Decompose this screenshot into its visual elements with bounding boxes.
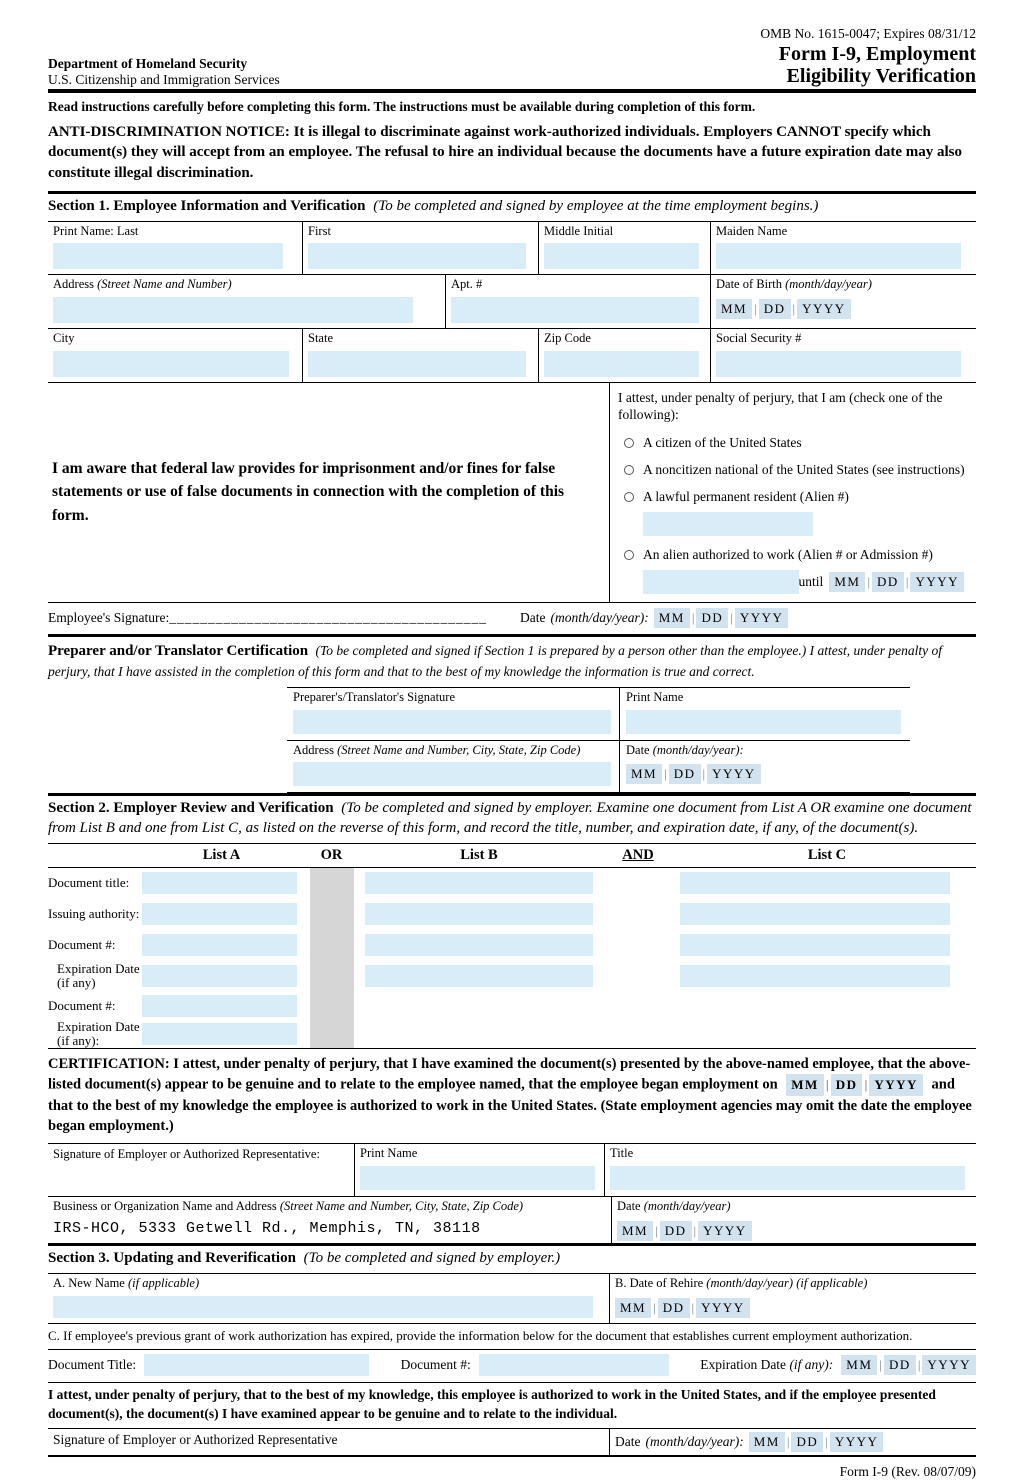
document-table-header: [48, 845, 976, 868]
rehire-row: [48, 1274, 976, 1324]
alien-authorized-option-label: An alien authorized to work (Alien # or Admission #): [643, 546, 933, 562]
lista-expiration-date-input[interactable]: [142, 965, 297, 987]
date-segment[interactable]: DD: [759, 299, 791, 319]
certification-block: [48, 1048, 976, 1143]
date-separator: |: [691, 1299, 695, 1315]
date-separator: |: [864, 1077, 868, 1093]
date-segment[interactable]: DD: [831, 1074, 863, 1096]
date-segment[interactable]: DD: [658, 1298, 690, 1318]
alien-authorized-detail-row: [618, 563, 970, 594]
s3-expiration-label: Expiration Date (if any):: [700, 1357, 834, 1373]
preparer-signature-input[interactable]: [293, 710, 611, 734]
address-input[interactable]: [53, 297, 413, 323]
form-title-block: [760, 26, 976, 88]
preparer-address-label: Address (Street Name and Number, City, State, Zip Code): [293, 742, 581, 757]
section3-subtitle: (To be completed and signed by employer.): [303, 1250, 561, 1267]
employer-signature-label: Signature of Employer or Authorized Representative:: [53, 1147, 320, 1162]
or-column-strip: [310, 1020, 354, 1049]
noncitizen-national-option-label: A noncitizen national of the United States (see instructions): [643, 461, 965, 477]
or-header: OR: [320, 846, 343, 863]
new-name-label: A. New Name (if applicable): [53, 1276, 200, 1291]
document2-number-label: Document #:: [48, 997, 116, 1013]
until-label: until: [798, 574, 824, 590]
preparer-date-input[interactable]: [626, 764, 761, 784]
and-header: AND: [622, 846, 654, 863]
preparer-date-label: Date (month/day/year):: [626, 742, 744, 757]
document-table: [48, 844, 976, 1049]
list-b-header: List B: [460, 846, 498, 863]
employee-date-label: Date: [520, 609, 546, 625]
employee-signature-date-input[interactable]: [654, 608, 789, 628]
expiration-date-row: [48, 961, 976, 992]
work-until-group: [799, 572, 970, 592]
section3-signature-label: Signature of Employer or Authorized Representative: [53, 1431, 338, 1447]
form-header: [48, 26, 976, 93]
lista-document2-expiration-input[interactable]: [142, 1023, 297, 1045]
lista-document-number-input[interactable]: [142, 934, 297, 956]
preparer-print-name-label: Print Name: [626, 689, 684, 704]
date-segment[interactable]: MM: [617, 1221, 653, 1241]
lawful-permanent-resident-radio[interactable]: [624, 492, 634, 502]
name-fields-row: [48, 222, 976, 276]
issuing-authority-row: [48, 899, 976, 930]
date-separator: |: [825, 1077, 829, 1093]
section1-subtitle: (To be completed and signed by employee at the time employment begins.): [373, 197, 819, 214]
preparer-row-2: [287, 741, 910, 794]
first-name-field: [302, 222, 538, 275]
read-instructions-note: Read instructions carefully before completing this form. The instructions must be available during completion of this form.: [48, 98, 756, 114]
preparer-title: Preparer and/or Translator Certification: [48, 642, 309, 659]
date-separator: |: [664, 766, 667, 782]
rehire-date-input[interactable]: [615, 1298, 750, 1318]
document2-number-row: [48, 992, 976, 1020]
list-c-header: List C: [807, 846, 847, 863]
employee-date-format-label: (month/day/year):: [550, 609, 649, 625]
preparer-row-1: [287, 688, 910, 741]
section3-header: [48, 1243, 976, 1274]
date-separator: |: [917, 1357, 921, 1373]
omb-number: OMB No. 1615-0047; Expires 08/31/12: [760, 26, 976, 41]
employer-date-field: [612, 1197, 976, 1243]
last-name-input[interactable]: [53, 243, 283, 269]
section3-date-input[interactable]: [749, 1432, 884, 1452]
section3-attestation: I attest, under penalty of perjury, that to the best of my knowledge, this employee is authorized to work in the United States, and if the employee presented document(s), the document(s) I have examined appear to be genuine and to relate to the individual.: [48, 1383, 976, 1429]
apt-label: Apt. #: [451, 277, 483, 292]
ssn-label: Social Security #: [716, 330, 802, 345]
admission-number-input[interactable]: [643, 570, 799, 594]
employee-signature-field: [48, 610, 520, 626]
section3-date-format-label: (month/day/year):: [645, 1433, 744, 1449]
listc-document-number-input[interactable]: [680, 934, 950, 956]
date-segment[interactable]: MM: [615, 1298, 651, 1318]
zip-input[interactable]: [544, 351, 699, 377]
date-segment[interactable]: YYYY: [698, 1221, 752, 1241]
date-separator: |: [905, 574, 909, 590]
preparer-print-name-field: [620, 688, 910, 740]
s3-expiration-date-input[interactable]: [841, 1355, 976, 1375]
zip-field: [538, 329, 710, 382]
employee-signature-label: Employee's Signature:: [48, 609, 170, 625]
lista-document-title-input[interactable]: [142, 872, 297, 894]
form-title-line1: Form I-9, Employment: [778, 43, 976, 65]
s3-document-title-group: [48, 1354, 369, 1376]
listb-issuing-authority-input[interactable]: [365, 903, 593, 925]
attestation-intro: I attest, under penalty of perjury, that I am (check one of the following):: [618, 389, 943, 423]
date-separator: |: [702, 766, 706, 782]
date-separator: |: [653, 1299, 656, 1315]
lista-issuing-authority-input[interactable]: [142, 903, 297, 925]
employer-print-name-label: Print Name: [360, 1146, 418, 1161]
form-title-line2: Eligibility Verification: [786, 65, 976, 88]
date-separator: |: [693, 1222, 697, 1238]
employer-date-input[interactable]: [617, 1221, 752, 1241]
section1-header: [48, 191, 976, 222]
employer-title-label: Title: [610, 1146, 634, 1161]
date-separator: |: [825, 1433, 828, 1449]
date-separator: |: [786, 1433, 790, 1449]
list-a-header: List A: [202, 846, 241, 863]
apt-input[interactable]: [451, 297, 699, 323]
last-name-label: Print Name: Last: [53, 223, 139, 238]
business-name-label: Business or Organization Name and Address (Street Name and Number, City, State, Zip Code): [53, 1199, 524, 1214]
date-segment[interactable]: YYYY: [696, 1298, 750, 1318]
or-column-strip: [310, 868, 354, 899]
listc-issuing-authority-input[interactable]: [680, 903, 950, 925]
expiration-date-label: Expiration Date (if any): [57, 960, 140, 991]
date-segment[interactable]: DD: [884, 1355, 916, 1375]
form-footer: Form I-9 (Rev. 08/07/09): [839, 1463, 976, 1479]
zip-label: Zip Code: [544, 330, 591, 345]
date-segment[interactable]: MM: [841, 1355, 877, 1375]
or-column-strip: [310, 961, 354, 992]
date-separator: |: [792, 300, 796, 316]
section3-signature-field[interactable]: [48, 1429, 610, 1455]
date-segment[interactable]: MM: [716, 299, 752, 319]
preparer-date-field: [620, 741, 910, 793]
ssn-field: [710, 329, 976, 382]
header-spacer: [48, 847, 140, 864]
listc-expiration-date-input[interactable]: [680, 965, 950, 987]
business-name-field: [48, 1197, 612, 1243]
employer-signature-field[interactable]: [48, 1144, 355, 1196]
date-segment[interactable]: YYYY: [922, 1355, 976, 1375]
preparer-table: [287, 687, 910, 793]
date-segment[interactable]: MM: [829, 572, 865, 592]
anti-discrimination-notice: ANTI-DISCRIMINATION NOTICE: It is illegal to discriminate against work-authorized individuals. Employers CANNOT specify which document(s) they will accept from an employee. The refusal to hire an individual because the documents have a future expiration date may also constitute illegal discrimination.: [48, 123, 963, 182]
or-column-strip: [310, 930, 354, 961]
date-separator: |: [754, 300, 757, 316]
reauthorization-document-row: [48, 1350, 976, 1383]
state-label: State: [308, 330, 333, 345]
first-name-input[interactable]: [308, 243, 526, 269]
employee-signature-row: [48, 603, 976, 634]
citizen-radio[interactable]: [624, 438, 634, 448]
employer-print-name-input[interactable]: [360, 1166, 595, 1190]
date-segment[interactable]: YYYY: [830, 1432, 884, 1452]
listb-document-title-input[interactable]: [365, 872, 593, 894]
rehire-date-label: B. Date of Rehire (month/day/year) (if applicable): [615, 1276, 868, 1291]
agency-subname: U.S. Citizenship and Immigration Services: [48, 71, 280, 87]
or-column-strip: [310, 992, 354, 1020]
agency-name: Department of Homeland Security: [48, 55, 248, 71]
date-segment[interactable]: MM: [654, 608, 690, 628]
last-name-field: [48, 222, 302, 275]
noncitizen-national-radio[interactable]: [624, 465, 634, 475]
penalty-warning-cell: [48, 383, 610, 602]
penalty-warning-text: I am aware that federal law provides for imprisonment and/or fines for false statements or use of false documents in connection with the completion of this form.: [52, 460, 565, 524]
date-segment[interactable]: MM: [786, 1074, 824, 1096]
section3-date-label: Date: [615, 1433, 641, 1449]
work-until-date-input[interactable]: [829, 572, 964, 592]
lawful-permanent-resident-option[interactable]: [618, 489, 970, 505]
certification-text-after: and that to the best of my knowledge the employee is authorized to work in the United States. (State employment agencies may omit the date the employee began employment.): [48, 1076, 972, 1135]
s3-document-number-label: Document #:: [400, 1357, 471, 1373]
citizen-option[interactable]: [618, 435, 970, 451]
document-title-row: [48, 868, 976, 899]
section3-date-field: [610, 1429, 976, 1455]
date-segment[interactable]: YYYY: [797, 299, 851, 319]
dob-field: [710, 275, 976, 328]
rehire-date-field: [610, 1274, 976, 1323]
address-label: Address (Street Name and Number): [53, 277, 232, 292]
alien-number-input[interactable]: [643, 512, 813, 536]
employer-signature-row: [48, 1143, 976, 1197]
section2-header: [48, 793, 976, 844]
preparer-signature-field: [287, 688, 620, 740]
apt-field: [445, 275, 710, 328]
preparer-print-name-input[interactable]: [626, 710, 901, 734]
date-segment[interactable]: DD: [872, 572, 904, 592]
reauthorization-note: C. If employee's previous grant of work authorization has expired, provide the information below for the document that establishes current employment authorization.: [48, 1324, 976, 1350]
dob-label: Date of Birth (month/day/year): [716, 277, 872, 292]
s3-document-title-input[interactable]: [144, 1354, 369, 1376]
maiden-name-label: Maiden Name: [716, 223, 788, 238]
preparer-address-field: [287, 741, 620, 793]
attestation-area: [48, 383, 976, 603]
date-segment[interactable]: YYYY: [707, 764, 761, 784]
middle-initial-input[interactable]: [544, 243, 699, 269]
date-separator: |: [879, 1357, 883, 1373]
document2-expiration-label: Expiration Date (if any):: [57, 1018, 140, 1049]
maiden-name-input[interactable]: [716, 243, 961, 269]
alien-authorized-option[interactable]: [618, 547, 970, 563]
agency-block: [48, 56, 280, 88]
date-segment[interactable]: MM: [626, 764, 662, 784]
or-column-strip: [310, 899, 354, 930]
section3-signature-row: [48, 1429, 976, 1457]
employer-title-field: [605, 1144, 976, 1196]
city-label: City: [53, 330, 75, 345]
section2-title: Section 2. Employer Review and Verification: [48, 800, 334, 817]
business-name-value[interactable]: IRS-HCO, 5333 Getwell Rd., Memphis, TN, 38118: [53, 1219, 481, 1237]
section2-subtitle: (To be completed and signed by employer. Examine one document from List A OR examine one document from List B and one from List C, as listed on the reverse of this form, and record the title, number, and expiration date, if any, of the document(s).: [48, 800, 972, 836]
first-name-label: First: [308, 223, 331, 238]
lawful-permanent-resident-option-label: A lawful permanent resident (Alien #): [643, 488, 849, 504]
preparer-subtitle: (To be completed and signed if Section 1 is prepared by a person other than the employee.) I attest, under penalty of perjury, that I have assisted in the completion of this form and that to the best of my knowledge the information is true and correct.: [48, 642, 943, 680]
employment-begin-date-input[interactable]: [786, 1074, 923, 1096]
noncitizen-national-option[interactable]: [618, 462, 970, 478]
alien-authorized-radio[interactable]: [624, 550, 634, 560]
employer-title-input[interactable]: [610, 1166, 965, 1190]
issuing-authority-label: Issuing authority:: [48, 906, 140, 922]
date-segment[interactable]: MM: [749, 1432, 785, 1452]
date-separator: |: [655, 1222, 658, 1238]
preparer-signature-label: Preparer's/Translator's Signature: [293, 689, 455, 704]
city-input[interactable]: [53, 351, 289, 377]
certification-text-before: CERTIFICATION: I attest, under penalty of perjury, that I have examined the document(s) presented by the above-named employee, that the above-listed document(s) appear to be genuine and to relate to the employee named, that the employee began employment on: [48, 1056, 971, 1093]
section3-title: Section 3. Updating and Reverification: [48, 1250, 296, 1267]
section1-title: Section 1. Employee Information and Verification: [48, 197, 366, 214]
lista-document2-number-input[interactable]: [142, 995, 297, 1017]
s3-expiration-group: [700, 1355, 976, 1375]
date-segment[interactable]: DD: [660, 1221, 692, 1241]
state-input[interactable]: [308, 351, 526, 377]
attestation-panel: [610, 383, 976, 602]
city-fields-row: [48, 329, 976, 383]
employer-date-label: Date (month/day/year): [617, 1199, 731, 1214]
address-field: [48, 275, 445, 328]
maiden-name-field: [710, 222, 976, 275]
listc-document-title-input[interactable]: [680, 872, 950, 894]
date-separator: |: [730, 609, 733, 625]
date-separator: |: [691, 609, 695, 625]
listb-document-number-input[interactable]: [365, 934, 593, 956]
date-segment[interactable]: DD: [791, 1432, 823, 1452]
preparer-header: [48, 634, 976, 685]
s3-document-number-input[interactable]: [479, 1354, 669, 1376]
document2-expiration-row: [48, 1020, 976, 1049]
listb-expiration-date-input[interactable]: [365, 965, 593, 987]
dob-date-input[interactable]: [716, 299, 851, 319]
s3-document-number-group: [401, 1354, 669, 1376]
city-field: [48, 329, 302, 382]
new-name-field: [48, 1274, 610, 1323]
employee-signature-line[interactable]: _________________________________________: [169, 609, 488, 625]
date-separator: |: [867, 574, 871, 590]
address-fields-row: [48, 275, 976, 329]
employer-print-name-field: [355, 1144, 605, 1196]
date-segment[interactable]: DD: [696, 608, 728, 628]
document-title-label: Document title:: [48, 875, 130, 891]
date-segment[interactable]: DD: [669, 764, 701, 784]
ssn-input[interactable]: [716, 351, 961, 377]
date-segment[interactable]: YYYY: [869, 1074, 923, 1096]
date-segment[interactable]: YYYY: [910, 572, 964, 592]
middle-initial-field: [538, 222, 710, 275]
date-segment[interactable]: YYYY: [735, 608, 789, 628]
employee-date-field: [520, 608, 788, 628]
middle-initial-label: Middle Initial: [544, 223, 614, 238]
preparer-address-input[interactable]: [293, 762, 611, 786]
document-number-row: [48, 930, 976, 961]
citizen-option-label: A citizen of the United States: [643, 434, 802, 450]
new-name-input[interactable]: [53, 1296, 593, 1318]
s3-document-title-label: Document Title:: [48, 1357, 137, 1373]
state-field: [302, 329, 538, 382]
document-number-label: Document #:: [48, 937, 116, 953]
business-row: [48, 1197, 976, 1243]
